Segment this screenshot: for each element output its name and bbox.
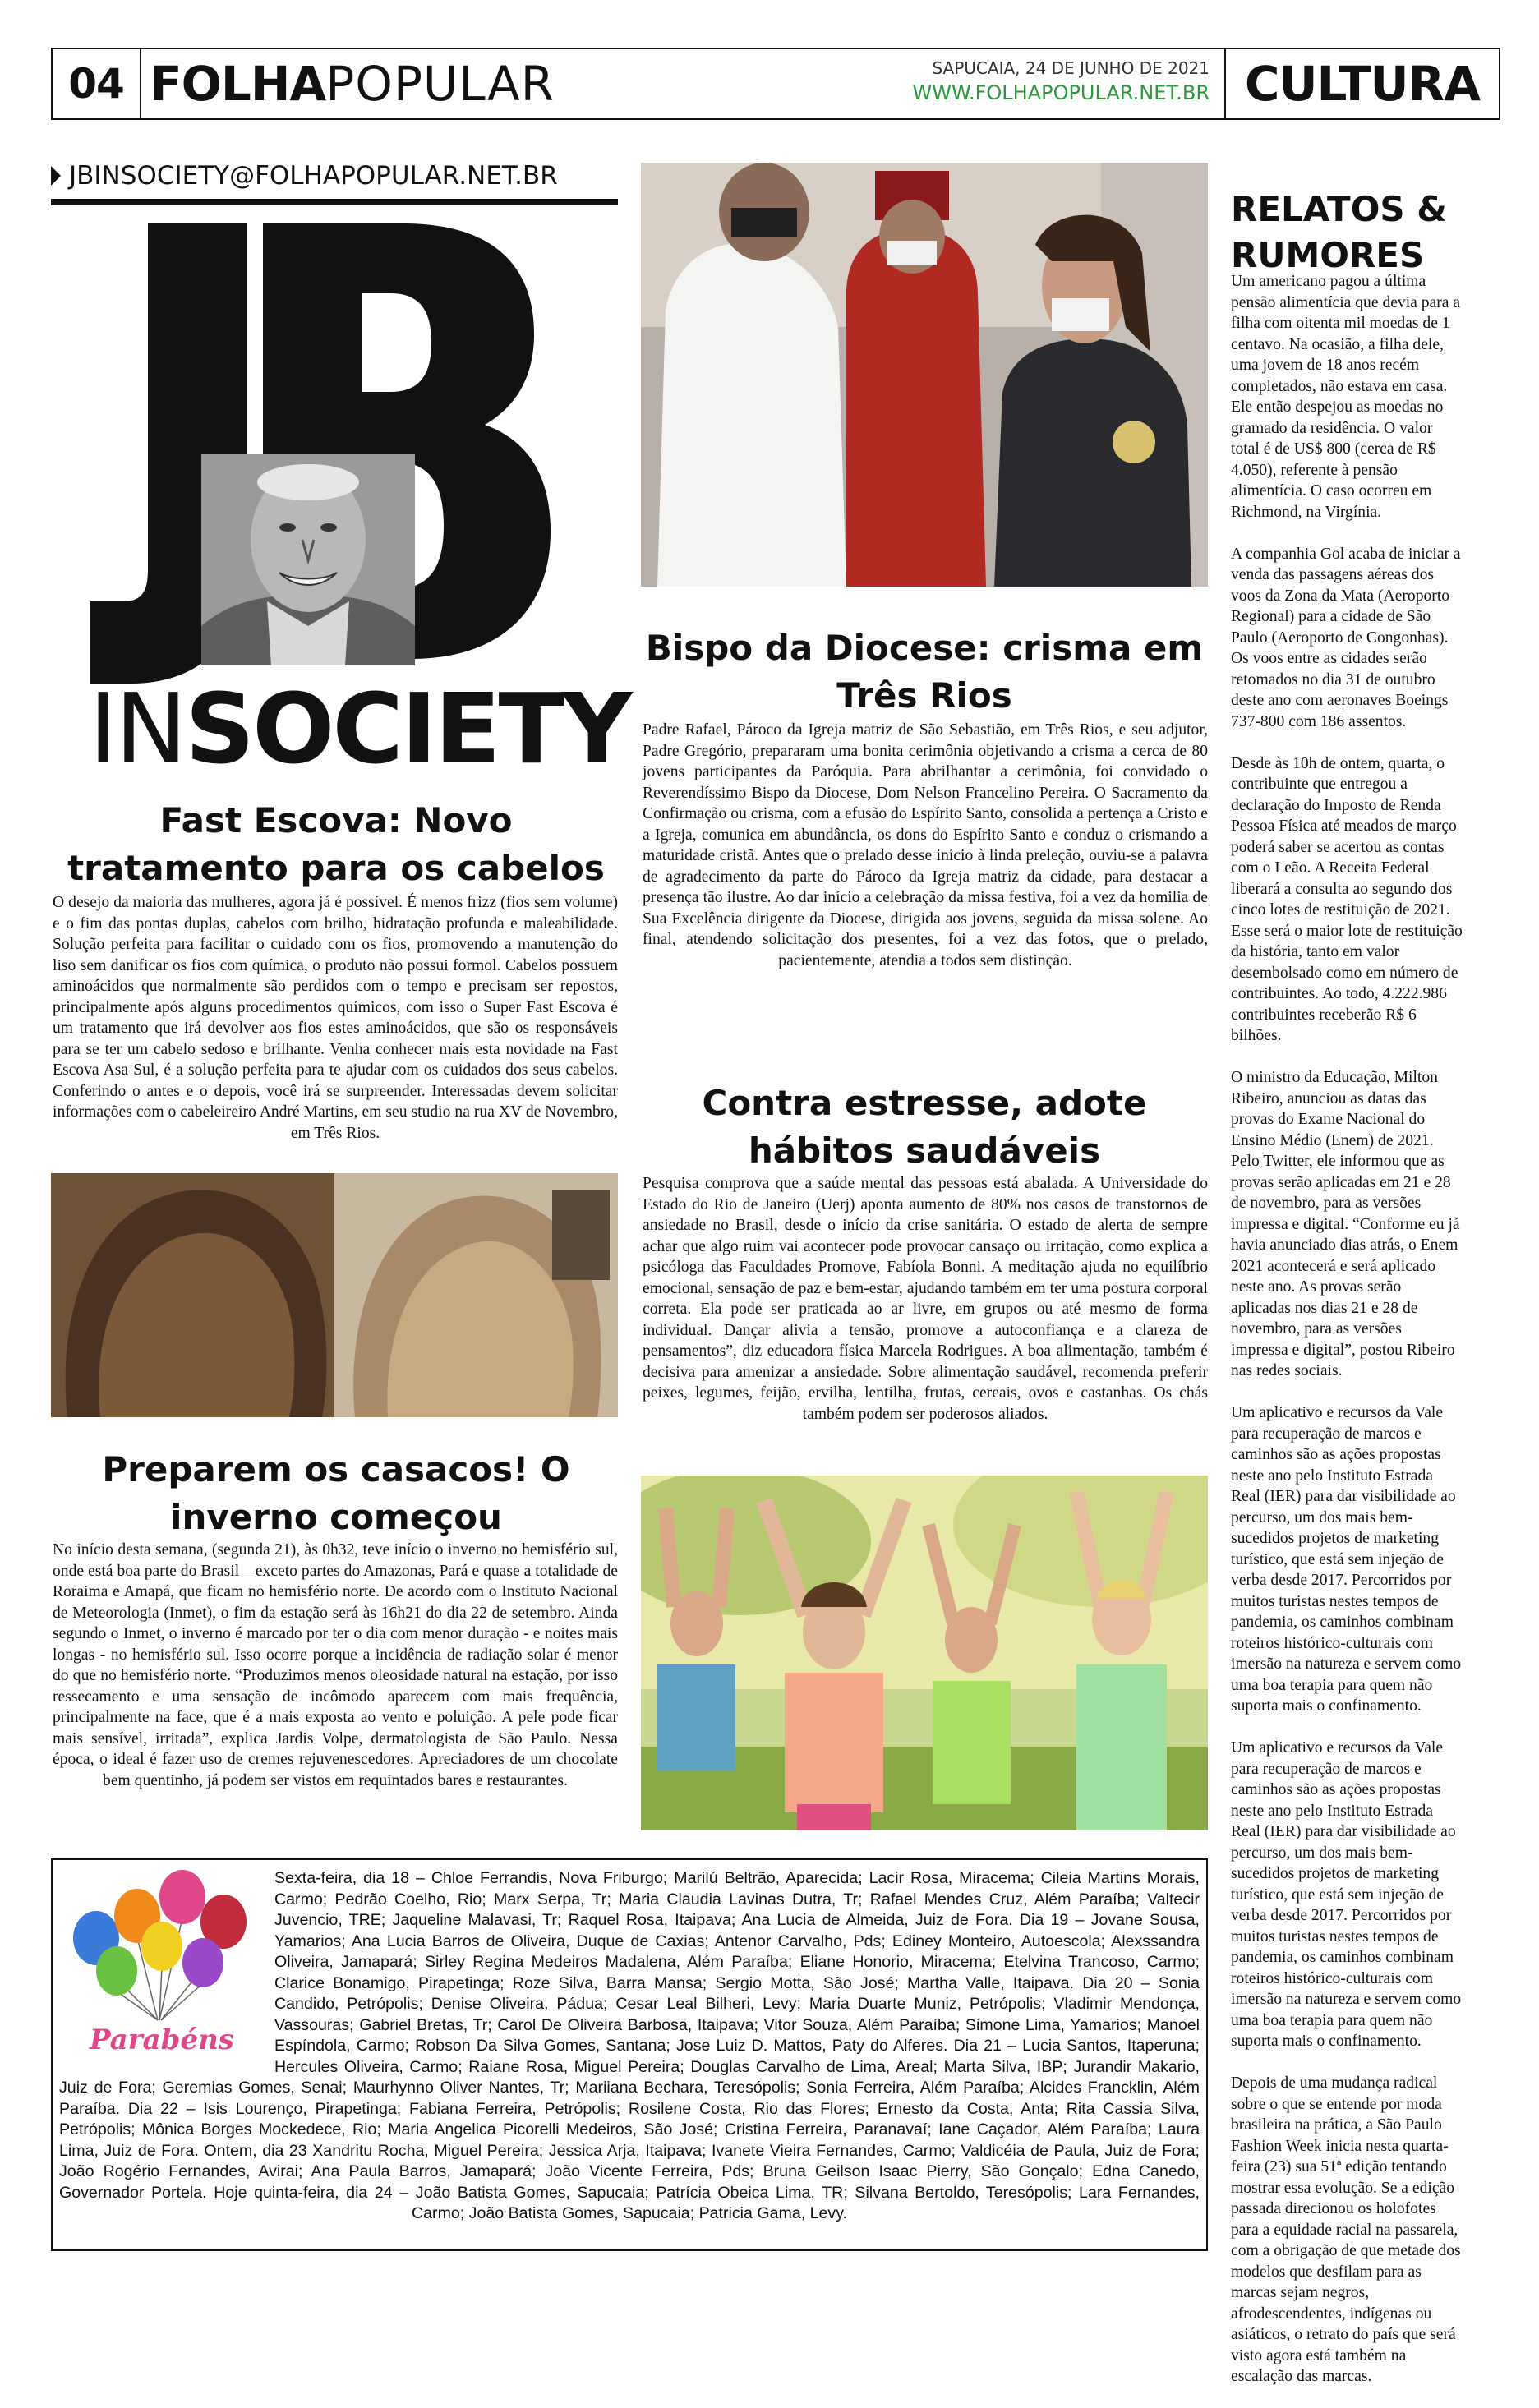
article-bispo-body: Padre Rafael, Pároco da Igreja matriz de São Sebastião, em Três Rios, e seu adjutor, Padre Gregório, prepararam uma bonita cerimônia objetivando a crisma a cerca de 80 jovens participantes da Paróquia. Para abrilhantar a cerimônia, foi convidado o Reverendíssimo Bispo da Diocese, Dom Nelson Francelino Pereira. O Sacramento da Confirmação ou crisma, com a efusão do Espírito Santo, consolida a pertença a Cristo e a Igreja, comunica em abundância, os dons do Espírito Santo e conduz o crismando a maturidade cristã. Antes que o prelado desse início à linda preleção, ouviu-se a palavra de agradecimento da parte do Pároco da Igreja matriz da cidade, para destacar a presença tão ilustre. Ao dar início a celebração da missa festiva, foi a vez da homilia de Sua Excelência dirigente da Diocese, dirigida aos jovens, seguida da missa solene. Ao final, atendendo solicitação dos presentes, foi a vez das fotos, que o prelado, pacientemente, atendia a todos sem distinção. <box>643 721 1208 969</box>
balloon-yellow <box>141 1922 182 1971</box>
relatos-item: A companhia Gol acaba de iniciar a venda das passagens aéreas dos voos da Zona da Mata (Aeroporto Regional) para a cidade de São Paulo (Aeroporto de Congonhas). Os voos entre as cidades serão retomados no dia 31 de outubro deste ano com aeronaves Boeings 737-800 com 186 assentos. <box>1231 545 1461 730</box>
hair-before-after-photo <box>51 1173 618 1417</box>
headline-fast-escova: Fast Escova: Novo tratamento para os cabelos <box>67 800 605 888</box>
parabens-label: Parabéns <box>90 2024 234 2056</box>
jb-logo <box>58 215 551 684</box>
relatos-item: Desde às 10h de ontem, quarta, o contribuinte que entregou a declaração do Imposto de Renda Pessoa Física até meados de março poderá saber se acertou as contas com o Leão. A Receita Federal liberará a consulta ao segundo dos cinco lotes de restituição de 2021. Esse será o maior lote de restituição da história, tanto em valor desembolsado como em número de contribuintes. Ao todo, 4.222.986 contribuintes receberão R$ 6 bilhões. <box>1231 754 1463 1044</box>
article-fast-escova-body: O desejo da maioria das mulheres, agora já é possível. É menos frizz (fios sem volume) e o fim das pontas duplas, cabelos com brilho, hidratação profunda e maleabilidade. Solução perfeita para facilitar o cuidado com os fios, promovendo a manutenção do liso sem danificar os fios com química, o produto não possui formol. Cabelos possuem aminoácidos que normalmente são perdidos com o tempo e precisam ser repostos, principalmente após alguns procedimentos químicos, com isso o Super Fast Escova é um tratamento que irá devolver aos fios estes aminoácidos, que são os responsáveis para se ter um cabelo sedoso e brilhante. Venha conhecer mais esta novidade na Fast Escova Asa Sul, é a solução perfeita para te ajudar com os cuidados dos seus cabelos. Conferindo o antes e o depois, você irá se surpreender. Interessadas devem solicitar informações com o cabeleireiro André Martins, em seu studio na rua XV de Novembro, em Três Rios. <box>53 894 618 1142</box>
birthdays-list: Sexta-feira, dia 18 – Chloe Ferrandis, Nova Friburgo; Marilú Beltrão, Aparecida; Lacir Rosa, Miracema; Cileia Martins Morais, Carmo; Pedrão Coelho, Rio; Marx Serpa, Tr; Maria Claudia Lavinas Dutra, Tr; Rafael Mendes Cruz, Além Paraíba; Valtecir Juvencio, TRE; Jaqueline Malavasi, Tr; Raquel Rosa, Itaipava; Ana Lucia de Almeida, Juiz de Fora. Dia 19 – Jovane Sousa, Yamarios; Ana Lucia Barros de Oliveira, Duque de Caxias; Antenor Carvalho, Pds; Ediney Monteiro, Autoescola; Alexssandra Oliveira, Jamapará; Sirley Regina Medeiros Madalena, Além Paraíba; Eliane Honorio, Miracema; Etelvina Trancoso, Carmo; Clarice Bonamigo, Pirapetinga; Roze Silva, Barra Mansa; Sergio Motta, São José; Martha Valle, Itaipava. Dia 20 – Sonia Candido, Petrópolis; Denise Oliveira, Pádua; Cesar Leal Bilheri, Levy; Maria Duarte Muniz, Petrópolis; Vladimir Mendonça, Vassouras; Gabriel Bretas, Tr; Carol De Oliveira Barbosa, Itaipava; Vitor Souza, Além Paraíba; Simone Lima, Yamarios; Manoel Espíndola, Carmo; Robson Da Silva Gomes, Santana; Jose Luiz D. Mattos, Paty do Alferes. Dia 21 – Lucia Santos, Itaperuna; Hercules Oliveira, Carmo; Raiane Rosa, Miguel Pereira; Douglas Carvalho de Lima, Areal; Marta Silva, IBP; Jurandir Makario, Juiz de Fora; Geremias Gomes, Senai; Maurhynno Oliver Nantes, Tr; Mariiana Bechara, Teresópolis; Sonia Ferreira, Além Paraíba; Alcides Francklin, Além Paraíba. Dia 22 – Isis Lourenço, Pirapetinga; Fabiana Ferreira, Petrópolis; Rosilene Costa, Rio das Flores; Ernesto da Costa, Anta; Rita Cassia Silva, Petrópolis; Mônica Borges Mockedece, Rio; Maria Angelica Picorelli Medeiros, São José; Cristina Ferreira, Paranavaí; Iane Caçador, Além Paraíba; Laura Lima, Juiz de Fora. Ontem, dia 23 Xandritu Rocha, Miguel Pereira; Jessica Arja, Itaipava; Ivanete Vieira Fernandes, Carmo; Valdicéia de Paula, Juiz de Fora; João Rogério Fernandes, Avirai; Ana Paula Barros, Jamapará; João Vicente Ferreira, Pds; Bruna Geilson Isaac Pierry, São Gonçalo; Edna Canedo, Governador Portela. Hoje quinta-feira, dia 24 – João Batista Gomes, Sapucaia; Patrícia Obeica Lima, TR; Silvana Bertoldo, Teresópolis; Lara Fernandes, Carmo; João Batista Gomes, Sapucaia; Patricia Gama, Levy. <box>59 1869 1200 2222</box>
masthead <box>51 48 1500 120</box>
column-rule <box>51 199 618 205</box>
portrait-photo <box>201 454 415 665</box>
page-number: 04 <box>53 49 141 118</box>
issue-info <box>913 56 1210 105</box>
balloon-purple <box>182 1938 223 1987</box>
relatos-item: Depois de uma mudança radical sobre o que se entende por moda brasileira na prática, a São Paulo Fashion Week inicia nesta quarta-feira (23) sua 51ª edição tentando mostrar essa evolução. Se a edição passada direcionou os holofotes para a equidade racial na passarela, com a obrigação de que metade dos modelos que desfilam para as marcas sejam negros, afrodescendentes, indígenas ou asiáticos, o retrato do país que será visto agora está também na escalação das marcas. <box>1231 2074 1461 2385</box>
column-email[interactable]: JBINSOCIETY@FOLHAPOPULAR.NET.BR <box>51 161 558 191</box>
logo-word-in: IN <box>89 672 186 785</box>
outdoor-exercise-photo <box>641 1476 1208 1830</box>
relatos-item: O ministro da Educação, Milton Ribeiro, anunciou as datas das provas do Exame Nacional do Ensino Médio (Enem) de 2021. Pelo Twitter, ele informou que as provas serão aplicadas em 21 e 28 de novembro, para as versões impressa e digital. “Conforme eu já havia anunciado dias atrás, o Enem 2021 acontecerá e será aplicado neste ano. As provas serão aplicadas nos dias 21 e 28 de novembro, para as versões impressa e digital”, postou Ribeiro nas redes sociais. <box>1231 1069 1460 1379</box>
issue-date: SAPUCAIA, 24 DE JUNHO DE 2021 <box>932 58 1210 78</box>
headline-bispo: Bispo da Diocese: crisma em Três Rios <box>645 628 1204 716</box>
relatos-item: Um aplicativo e recursos da Vale para recuperação de marcos e caminhos são as ações propostas neste ano pelo Instituto Estrada Real (IER) para dar visibilidade ao percurso, um dos mais bem-sucedidos projetos de marketing turístico, que está sem injeção de verba desde 2017. Percorridos por muitos turistas nestes tempos de pandemia, os caminhos combinam roteiros histórico-culturais com imersão na natureza e servem como uma boa terapia para quem não suporta mais o confinamento. <box>1231 1404 1462 1715</box>
brand-bold: FOLHA <box>150 56 326 112</box>
logo-insociety <box>89 672 630 785</box>
headline-inverno: Preparem os casacos! O inverno começou <box>102 1449 570 1537</box>
section-name: CULTURA <box>1224 49 1499 118</box>
relatos-rumores-title: RELATOS & RUMORES <box>1231 188 1447 275</box>
relatos-item: Um aplicativo e recursos da Vale para recuperação de marcos e caminhos são as ações propostas neste ano pelo Instituto Estrada Real (IER) para dar visibilidade ao percurso, um dos mais bem-sucedidos projetos de marketing turístico, que está sem injeção de verba desde 2017. Percorridos por muitos turistas nestes tempos de pandemia, os caminhos combinam roteiros histórico-culturais com imersão na natureza e servem como uma boa terapia para quem não suporta mais o confinamento. <box>1231 1739 1462 2050</box>
balloon-green <box>96 1946 137 1996</box>
website-link[interactable]: WWW.FOLHAPOPULAR.NET.BR <box>912 81 1210 104</box>
relatos-rumores-column <box>1231 271 1463 2408</box>
article-estresse-body: Pesquisa comprova que a saúde mental das pessoas está abalada. A Universidade do Estado do Rio de Janeiro (Uerj) aponta aumento de 80% nos casos de transtornos de ansiedade no Brasil, desde o início da crise sanitária. O estado de alerta de sempre achar que algo ruim vai acontecer pode provocar cansaço ou irritação, como explica a psicóloga das Faculdades Promove, Fabíola Bonni. A meditação ajuda no equilíbrio emocional, sensação de paz e bem-estar, ajudando também em ter uma postura corporal correta. Ela pode ser praticada ao ar livre, em grupos ou até mesmo de forma individual. Dançar alivia a tensão, promove a autoconfiança e a clareza de pensamentos”, diz educadora física Marcela Rodrigues. A boa alimentação, também é decisiva para amenizar a ansiedade. Sobre alimentação saudável, recomenda preferir peixes, legumes, feijão, ervilha, lentilha, frutas, cereais, ovos e castanhas. Os chás também podem ser poderosos aliados. <box>643 1175 1208 1423</box>
logo-word-society: SOCIETY <box>185 672 630 785</box>
relatos-item: Um americano pagou a última pensão alimentícia que devia para a filha com oitenta mil moedas de 1 centavo. Na ocasião, a filha dele, uma jovem de 18 anos recém completados, não estava em casa. Ele então despejou as moedas no gramado da residência. O valor total é de US$ 800 (cerca de R$ 4.050), referente à pensão alimentícia. O caso ocorreu em Richmond, na Virgínia. <box>1231 273 1461 521</box>
headline-estresse: Contra estresse, adote hábitos saudáveis <box>702 1083 1147 1171</box>
crisma-ceremony-photo <box>641 163 1208 587</box>
birthdays-box <box>51 1858 1208 2251</box>
newspaper-brand <box>150 54 555 113</box>
article-inverno-body: No início desta semana, (segunda 21), às 0h32, teve início o inverno no hemisfério sul, onde está boa parte do Brasil – exceto partes do Amazonas, Pará e quase a totalidade de Roraima e Amapá, que ficam no hemisfério norte. De acordo com o Instituto Nacional de Meteorologia (Inmet), o fim da estação será às 16h21 do dia 22 de setembro. Ainda segundo o Inmet, o inverno é marcado por ter o dia com menor duração - e noites mais longas - no hemisfério sul. Isso ocorre porque a incidência de radiação solar é menor do que no hemisfério norte. “Produzimos menos oleosidade natural na estação, por isso ressecamento e uma sensação de incômodo aparecem com mais frequência, principalmente na face, que é a mais exposta ao vento e poluição. A pele pode ficar mais sensível, irritada”, explica Jardis Volpe, dermatologista de São Paulo. Nessa época, o ideal é fazer uso de cremes rejuvenescedores. Apreciadores de um chocolate bem quentinho, já podem ser vistos em requintados bares e restaurantes. <box>53 1541 618 1789</box>
brand-light: POPULAR <box>325 56 555 112</box>
balloons-illustration <box>59 1868 265 2057</box>
balloon-pink <box>159 1870 205 1924</box>
